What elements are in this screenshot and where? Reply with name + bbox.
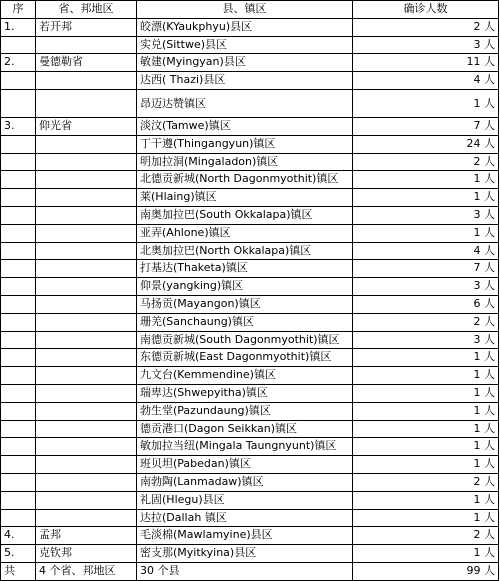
row-count: 3 人 bbox=[353, 206, 499, 224]
row-index: 1. bbox=[1, 18, 36, 36]
row-county: 皎漂(KYaukphyu)县区 bbox=[137, 18, 353, 36]
row-index bbox=[1, 491, 36, 509]
row-province: 4 个省、邦地区 bbox=[36, 562, 137, 580]
table-row bbox=[1, 153, 499, 171]
table-row bbox=[1, 527, 499, 545]
row-count: 2 人 bbox=[353, 313, 499, 331]
row-province bbox=[36, 438, 137, 456]
row-index bbox=[1, 260, 36, 278]
row-index bbox=[1, 402, 36, 420]
header-county: 县、镇区 bbox=[137, 1, 353, 19]
row-province: 仰光省 bbox=[36, 117, 137, 135]
row-county: 礼固(Hlegu)县区 bbox=[137, 491, 353, 509]
row-county: 南勃陶(Lanmadaw)镇区 bbox=[137, 473, 353, 491]
row-county: 北奥加拉巴(North Okkalapa)镇区 bbox=[137, 242, 353, 260]
row-count: 1 人 bbox=[353, 438, 499, 456]
row-county: 北德贡新城(North Dagonmyothit)镇区 bbox=[137, 171, 353, 189]
row-count: 1 人 bbox=[353, 545, 499, 563]
row-province bbox=[36, 224, 137, 242]
row-index bbox=[1, 36, 36, 54]
row-index: 3. bbox=[1, 117, 36, 135]
row-index bbox=[1, 295, 36, 313]
row-county: 德贡港口(Dagon Seikkan)镇区 bbox=[137, 420, 353, 438]
row-province bbox=[36, 349, 137, 367]
row-count: 1 人 bbox=[353, 420, 499, 438]
row-province bbox=[36, 206, 137, 224]
table-row bbox=[1, 36, 499, 54]
row-count: 24 人 bbox=[353, 135, 499, 153]
row-province bbox=[36, 278, 137, 296]
row-index bbox=[1, 189, 36, 207]
row-index bbox=[1, 367, 36, 385]
table-row bbox=[1, 456, 499, 474]
row-index bbox=[1, 72, 36, 90]
row-province bbox=[36, 135, 137, 153]
row-count: 3 人 bbox=[353, 278, 499, 296]
row-count: 1 人 bbox=[353, 89, 499, 117]
table-row bbox=[1, 491, 499, 509]
row-province bbox=[36, 89, 137, 117]
table-row bbox=[1, 384, 499, 402]
row-province bbox=[36, 72, 137, 90]
row-province: 孟邦 bbox=[36, 527, 137, 545]
row-province bbox=[36, 367, 137, 385]
table-row bbox=[1, 260, 499, 278]
row-count: 1 人 bbox=[353, 349, 499, 367]
row-count: 3 人 bbox=[353, 331, 499, 349]
row-index: 2. bbox=[1, 54, 36, 72]
row-province bbox=[36, 491, 137, 509]
row-index bbox=[1, 438, 36, 456]
table-row bbox=[1, 313, 499, 331]
row-county: 马扬贡(Mayangon)镇区 bbox=[137, 295, 353, 313]
row-province bbox=[36, 242, 137, 260]
table-row bbox=[1, 545, 499, 563]
row-county: 达西( Thazi)县区 bbox=[137, 72, 353, 90]
table-row bbox=[1, 224, 499, 242]
row-count: 1 人 bbox=[353, 509, 499, 527]
row-province bbox=[36, 420, 137, 438]
row-county: 勃生堂(Pazundaung)镇区 bbox=[137, 402, 353, 420]
table-row bbox=[1, 189, 499, 207]
header-count: 确诊人数 bbox=[353, 1, 499, 19]
table-row bbox=[1, 72, 499, 90]
row-index bbox=[1, 384, 36, 402]
row-county: 密支那(Myitkyina)县区 bbox=[137, 545, 353, 563]
row-county: 明加拉洞(Mingaladon)镇区 bbox=[137, 153, 353, 171]
row-index bbox=[1, 278, 36, 296]
row-count: 1 人 bbox=[353, 189, 499, 207]
row-index bbox=[1, 224, 36, 242]
table-row bbox=[1, 562, 499, 580]
row-county: 班贝坦(Pabedan)镇区 bbox=[137, 456, 353, 474]
row-county: 打基达(Thaketa)镇区 bbox=[137, 260, 353, 278]
row-county: 仰景(yangking)镇区 bbox=[137, 278, 353, 296]
table-row bbox=[1, 206, 499, 224]
row-county: 南奥加拉巴(South Okkalapa)镇区 bbox=[137, 206, 353, 224]
row-province: 若开邦 bbox=[36, 18, 137, 36]
row-index bbox=[1, 89, 36, 117]
row-county: 瑞卑达(Shwepyitha)镇区 bbox=[137, 384, 353, 402]
header-province: 省、邦地区 bbox=[36, 1, 137, 19]
table-row bbox=[1, 242, 499, 260]
row-province bbox=[36, 402, 137, 420]
row-count: 1 人 bbox=[353, 171, 499, 189]
row-province bbox=[36, 384, 137, 402]
row-county: 敏建(Myingyan)县区 bbox=[137, 54, 353, 72]
row-province bbox=[36, 189, 137, 207]
header-row bbox=[1, 1, 499, 19]
table-row bbox=[1, 278, 499, 296]
row-province bbox=[36, 509, 137, 527]
row-county: 莱(Hlaing)镇区 bbox=[137, 189, 353, 207]
row-index bbox=[1, 509, 36, 527]
row-county: 毛淡棉(Mawlamyine)县区 bbox=[137, 527, 353, 545]
row-index: 4. bbox=[1, 527, 36, 545]
row-count: 2 人 bbox=[353, 18, 499, 36]
table-row bbox=[1, 420, 499, 438]
row-county: 东德贡新城(East Dagonmyothit)镇区 bbox=[137, 349, 353, 367]
row-county: 丁干遵(Thingangyun)镇区 bbox=[137, 135, 353, 153]
row-index: 5. bbox=[1, 545, 36, 563]
table-row bbox=[1, 367, 499, 385]
row-count: 1 人 bbox=[353, 224, 499, 242]
table-row bbox=[1, 295, 499, 313]
row-province bbox=[36, 295, 137, 313]
row-count: 4 人 bbox=[353, 242, 499, 260]
row-province bbox=[36, 331, 137, 349]
row-province bbox=[36, 313, 137, 331]
row-county: 九文台(Kemmendine)镇区 bbox=[137, 367, 353, 385]
row-county: 珊羌(Sanchaung)镇区 bbox=[137, 313, 353, 331]
row-county: 实兑(Sittwe)县区 bbox=[137, 36, 353, 54]
row-index bbox=[1, 313, 36, 331]
row-province bbox=[36, 260, 137, 278]
row-count: 3 人 bbox=[353, 36, 499, 54]
row-index bbox=[1, 171, 36, 189]
row-count: 2 人 bbox=[353, 153, 499, 171]
table-row bbox=[1, 331, 499, 349]
table-row bbox=[1, 171, 499, 189]
row-province bbox=[36, 473, 137, 491]
row-county: 昂迈达赞镇区 bbox=[137, 89, 353, 117]
table-row bbox=[1, 509, 499, 527]
row-county: 30 个县 bbox=[137, 562, 353, 580]
table-row bbox=[1, 473, 499, 491]
table-row bbox=[1, 117, 499, 135]
row-province: 克钦邦 bbox=[36, 545, 137, 563]
row-province bbox=[36, 36, 137, 54]
row-count: 4 人 bbox=[353, 72, 499, 90]
row-index bbox=[1, 420, 36, 438]
table-row bbox=[1, 349, 499, 367]
row-index bbox=[1, 349, 36, 367]
row-count: 2 人 bbox=[353, 473, 499, 491]
row-count: 99 人 bbox=[353, 562, 499, 580]
table-row bbox=[1, 18, 499, 36]
table-row bbox=[1, 438, 499, 456]
row-count: 6 人 bbox=[353, 295, 499, 313]
header-index: 序 bbox=[1, 1, 36, 19]
row-county: 达拉(Dallah 镇区 bbox=[137, 509, 353, 527]
row-count: 7 人 bbox=[353, 260, 499, 278]
row-county: 南德贡新城(South Dagonmyothit)镇区 bbox=[137, 331, 353, 349]
row-count: 1 人 bbox=[353, 402, 499, 420]
row-index bbox=[1, 135, 36, 153]
row-index bbox=[1, 206, 36, 224]
row-index bbox=[1, 331, 36, 349]
table-row bbox=[1, 89, 499, 117]
row-index: 共 bbox=[1, 562, 36, 580]
row-count: 11 人 bbox=[353, 54, 499, 72]
row-province bbox=[36, 153, 137, 171]
row-index bbox=[1, 456, 36, 474]
row-county: 淡汶(Tamwe)镇区 bbox=[137, 117, 353, 135]
row-index bbox=[1, 153, 36, 171]
row-province bbox=[36, 456, 137, 474]
row-count: 7 人 bbox=[353, 117, 499, 135]
row-county: 敏加拉当纽(Mingala Taungnyunt)镇区 bbox=[137, 438, 353, 456]
row-count: 1 人 bbox=[353, 456, 499, 474]
row-count: 1 人 bbox=[353, 384, 499, 402]
table-row bbox=[1, 54, 499, 72]
row-province bbox=[36, 171, 137, 189]
table-row bbox=[1, 135, 499, 153]
table-row bbox=[1, 402, 499, 420]
row-province: 曼德勒省 bbox=[36, 54, 137, 72]
row-county: 亚弄(Ahlone)镇区 bbox=[137, 224, 353, 242]
row-index bbox=[1, 473, 36, 491]
row-index bbox=[1, 242, 36, 260]
row-count: 2 人 bbox=[353, 527, 499, 545]
row-count: 1 人 bbox=[353, 367, 499, 385]
row-count: 1 人 bbox=[353, 491, 499, 509]
